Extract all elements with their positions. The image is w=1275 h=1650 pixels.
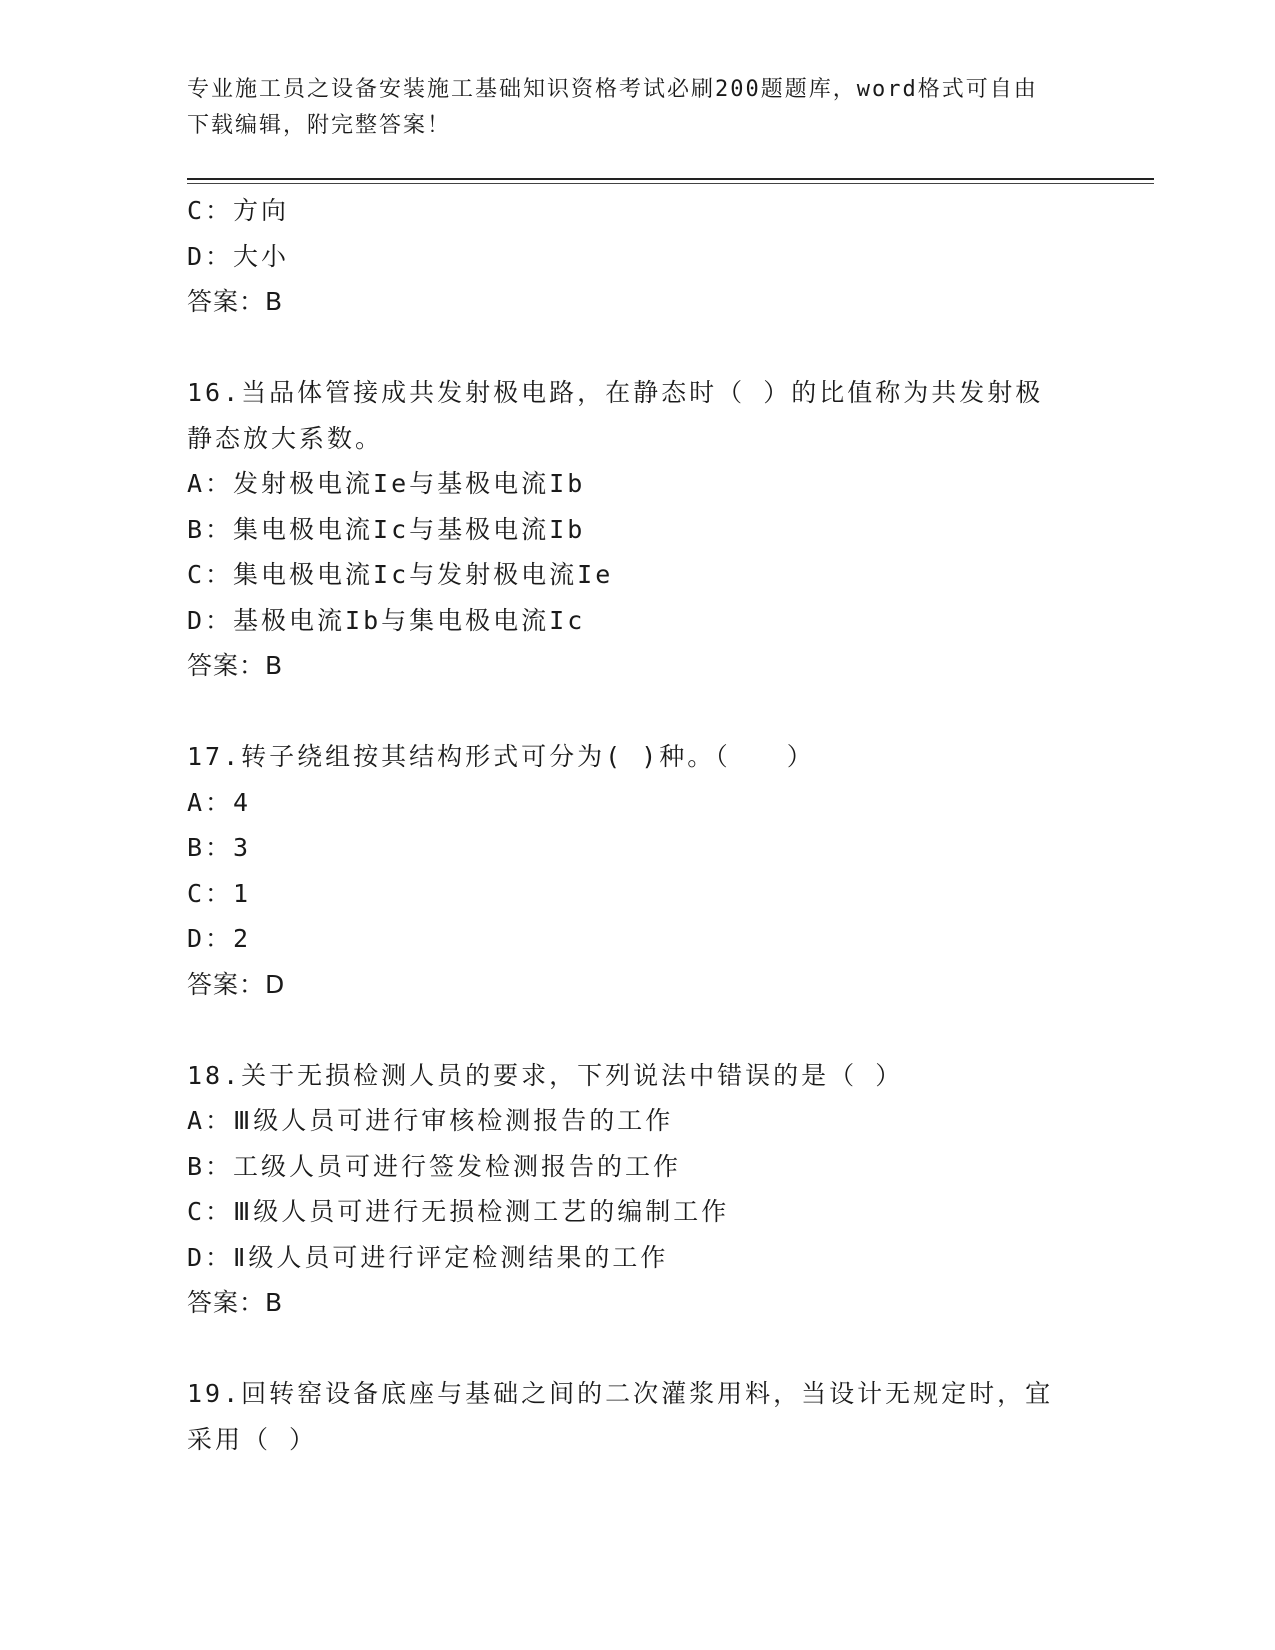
question-stem: 19.回转窑设备底座与基础之间的二次灌浆用料，当设计无规定时，宜 [187, 1379, 1054, 1408]
header-divider-thin [187, 183, 1154, 184]
header-line-1: 专业施工员之设备安装施工基础知识资格考试必刷200题题库，word格式可自由 [187, 77, 1038, 102]
option-c: C：1 [187, 878, 252, 908]
option-b: B：3 [187, 833, 252, 862]
option-d: D：2 [187, 924, 252, 953]
option-b: B：集电极电流Ic与基极电流Ib [187, 514, 586, 544]
answer: 答案：B [187, 287, 284, 316]
document-header [187, 72, 1087, 144]
question-15-partial [187, 188, 1087, 325]
question-stem-continued: 采用（ ） [187, 1424, 318, 1454]
answer: 答案：D [187, 969, 286, 999]
option-d: D：基极电流Ib与集电极电流Ic [187, 605, 586, 635]
question-18 [187, 1053, 1087, 1326]
answer: 答案：B [187, 1288, 284, 1317]
question-17 [187, 734, 1087, 1007]
option-b: B：工级人员可进行签发检测报告的工作 [187, 1151, 682, 1181]
option-d: D：Ⅱ级人员可进行评定检测结果的工作 [187, 1242, 669, 1272]
question-16 [187, 370, 1087, 689]
option-d: D：大小 [187, 241, 290, 271]
header-divider-thick [187, 178, 1154, 180]
question-19 [187, 1371, 1087, 1462]
spacer [187, 1326, 1087, 1372]
option-c: C：Ⅲ级人员可进行无损检测工艺的编制工作 [187, 1197, 730, 1226]
question-list [187, 188, 1087, 1462]
spacer [187, 325, 1087, 371]
spacer [187, 1007, 1087, 1053]
question-stem: 16.当品体管接成共发射极电路，在静态时（ ）的比值称为共发射极 [187, 378, 1044, 407]
option-a: A：4 [187, 787, 252, 817]
option-a: A：发射极电流Ie与基极电流Ib [187, 469, 586, 498]
option-a: A：Ⅲ级人员可进行审核检测报告的工作 [187, 1106, 674, 1135]
option-c: C：方向 [187, 196, 290, 225]
header-line-2: 下载编辑，附完整答案！ [187, 113, 452, 138]
spacer [187, 689, 1087, 735]
question-stem: 18.关于无损检测人员的要求，下列说法中错误的是（ ） [187, 1060, 904, 1090]
question-stem: 17.转子绕组按其结构形式可分为( )种。（ ） [187, 742, 815, 771]
answer: 答案：B [187, 651, 284, 680]
option-c: C：集电极电流Ic与发射极电流Ie [187, 560, 614, 589]
question-stem-continued: 静态放大系数。 [187, 423, 384, 453]
